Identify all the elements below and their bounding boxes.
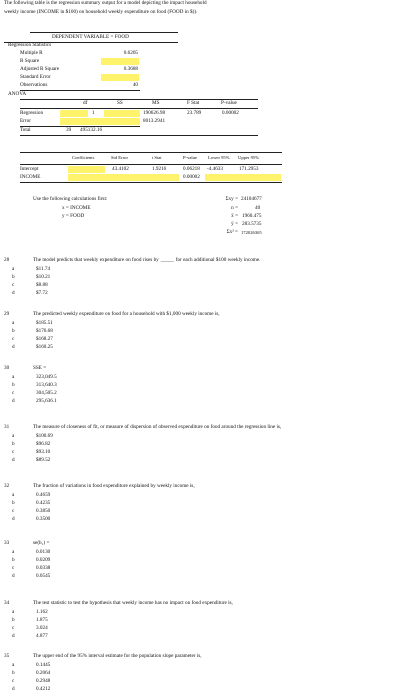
answer-option[interactable]: $93.10 [36, 449, 51, 455]
question-text-tail: for each additional $100 weekly income. [175, 257, 261, 263]
coef-header: t Stat [152, 155, 162, 160]
option-letter: c [12, 565, 15, 571]
question-text: The model predicts that weekly expenditure on food rises by [33, 257, 159, 263]
question-text: The fraction of variations in food expenditure explained by weekly income is, [33, 483, 195, 489]
question-stem [33, 257, 260, 263]
anova-header-ss: SS [117, 100, 123, 106]
answer-option[interactable]: 3.024 [36, 625, 48, 631]
answer-option[interactable]: 0.0545 [36, 573, 51, 579]
option-letter: b [12, 557, 15, 563]
option-letter: d [12, 344, 15, 350]
calc-sum-value: 172026365 [241, 230, 262, 235]
option-letter: a [12, 609, 15, 615]
calc-sum-value: 40 [255, 205, 261, 211]
answer-option[interactable]: $96.82 [36, 441, 51, 447]
question-stem [33, 600, 233, 606]
stat-blank-highlight [101, 74, 139, 81]
stat-value: 0.3688 [123, 66, 138, 72]
option-letter: b [12, 441, 15, 447]
anova-p: 0.00002 [222, 110, 239, 116]
answer-option[interactable]: 0.0338 [36, 565, 51, 571]
question-number: 30 [4, 365, 10, 371]
dependent-label: DEPENDENT VARIABLE = FOOD [52, 34, 129, 40]
coef-blank-highlight [68, 174, 179, 181]
option-letter: a [12, 492, 15, 498]
question-stem [33, 540, 49, 546]
calc-y-def: y = FOOD [62, 213, 85, 219]
question-text: The predicted weekly expenditure on food for a household with $1,000 weekly income is, [33, 311, 220, 317]
question-number: 31 [4, 424, 10, 430]
question-text: The upper end of the 95% interval estimate for the population slope parameter is, [33, 653, 202, 659]
option-letter: a [12, 433, 15, 439]
anova-ms: 8013.2941 [143, 118, 166, 124]
answer-option[interactable]: 0.2948 [36, 678, 51, 684]
option-letter: c [12, 449, 15, 455]
option-letter: d [12, 457, 15, 463]
regression-statistics-title: Regression Statistics [8, 42, 52, 48]
calc-x-def: x = INCOME [62, 205, 91, 211]
question-text: The measure of closeness of fit, or measure of dispersion of observed expenditure on food around the regression line is, [33, 424, 282, 430]
answer-blank: _____ [160, 257, 174, 263]
question-stem [33, 311, 220, 317]
calc-sum-value: 24104677 [241, 196, 262, 202]
coef-row-label: INCOME [20, 174, 41, 180]
option-letter: b [12, 382, 15, 388]
answer-option[interactable]: 0.3500 [36, 516, 51, 522]
answer-option[interactable]: 0.4659 [36, 492, 51, 498]
coef-header: Upper 95% [238, 155, 260, 160]
coef-p: 0.06218 [183, 166, 200, 172]
intro-line-2: weekly income (INCOME in $100) on household weekly expenditure on food (FOOD in $)). [4, 9, 198, 15]
answer-option[interactable]: $7.72 [36, 290, 48, 296]
calc-sum-label: ȳ = [231, 221, 238, 227]
answer-option[interactable]: 0.4235 [36, 500, 51, 506]
answer-option[interactable]: 0.0209 [36, 557, 51, 563]
question-number: 32 [4, 483, 10, 489]
anova-row-label: Total [20, 127, 31, 133]
option-letter: b [12, 500, 15, 506]
coef-header: P-value [183, 155, 198, 160]
option-letter: c [12, 508, 15, 514]
calc-sum-label: x̄ = [231, 213, 238, 219]
stat-label: Adjusted R Square [20, 66, 60, 72]
question-number: 35 [4, 653, 10, 659]
coef-t: 1.9216 [152, 166, 167, 172]
coef-blank-highlight [68, 166, 105, 173]
answer-option[interactable]: $168.27 [36, 336, 53, 342]
anova-header-df: df [83, 100, 88, 106]
anova-ms: 190626.98 [143, 110, 166, 116]
answer-option[interactable]: $160.25 [36, 344, 53, 350]
option-letter: c [12, 625, 15, 631]
option-letter: a [12, 320, 15, 326]
answer-option[interactable]: 304,505.2 [36, 390, 57, 396]
coef-blank-highlight [205, 174, 281, 181]
anova-row-label: Error [20, 118, 31, 124]
option-letter: d [12, 686, 15, 692]
question-stem [33, 365, 46, 371]
stat-label: R Square [20, 58, 40, 64]
question-number: 33 [4, 540, 10, 546]
intro-line-1: The following table is the regression summary output for a model depicting the impact household [4, 0, 207, 6]
answer-option[interactable]: 0.4212 [36, 686, 51, 692]
question-number: 34 [4, 600, 10, 606]
option-letter: d [12, 633, 15, 639]
option-letter: a [12, 374, 15, 380]
calc-lead: Use the following calculations first: [33, 196, 108, 202]
option-letter: b [12, 617, 15, 623]
answer-option[interactable]: 0.1445 [36, 662, 51, 668]
answer-option[interactable]: $8.88 [36, 282, 48, 288]
option-letter: d [12, 290, 15, 296]
anova-ss: 495132.16 [80, 127, 103, 133]
question-text: SSE = [33, 365, 47, 371]
stat-label: Observations [20, 82, 48, 88]
coef-row-label: Intercept [20, 166, 39, 172]
stat-value: 0.6205 [123, 50, 138, 56]
answer-option[interactable]: $11.74 [36, 266, 51, 272]
option-letter: b [12, 328, 15, 334]
coef-header: Lower 95% [208, 155, 230, 160]
answer-option[interactable]: $176.68 [36, 328, 53, 334]
answer-option[interactable]: 1.875 [36, 617, 48, 623]
anova-blank-highlight [60, 110, 88, 117]
stat-label: Multiple R [20, 50, 43, 56]
anova-header-f: F Stat [187, 100, 200, 106]
coef-se: 43.4102 [112, 166, 129, 172]
stat-label: Standard Error [20, 74, 51, 80]
question-stem [33, 483, 195, 489]
anova-row-label: Regression [20, 110, 44, 116]
coef-header: Coefficients [72, 155, 95, 160]
question-stem [33, 424, 281, 430]
option-letter: a [12, 266, 15, 272]
answer-option[interactable]: 1.162 [36, 609, 48, 615]
coef-header: Std Error [111, 155, 128, 160]
option-letter: b [12, 274, 15, 280]
option-letter: c [12, 282, 15, 288]
option-letter: c [12, 678, 15, 684]
option-letter: a [12, 662, 15, 668]
option-letter: b [12, 670, 15, 676]
question-text: se(b₁) = [33, 540, 50, 546]
answer-option[interactable]: $100.69 [36, 433, 53, 439]
anova-blank-highlight [104, 110, 140, 117]
answer-option[interactable]: 4.877 [36, 633, 48, 639]
option-letter: c [12, 336, 15, 342]
stat-value: 40 [132, 82, 138, 88]
question-stem [33, 653, 202, 659]
stat-blank-highlight [101, 58, 139, 65]
anova-title: ANOVA [8, 91, 27, 97]
anova-header-ms: MS [152, 100, 160, 106]
answer-option[interactable]: 323,049.5 [36, 374, 57, 380]
calc-sum-label: Σx² = [226, 229, 238, 235]
answer-option[interactable]: 313,640.3 [36, 382, 57, 388]
anova-f: 23.789 [187, 110, 202, 116]
option-letter: d [12, 573, 15, 579]
answer-option[interactable]: $10.21 [36, 274, 51, 280]
answer-option[interactable]: 0.0130 [36, 549, 51, 555]
coef-p: 0.00002 [183, 174, 200, 180]
question-number: 29 [4, 311, 10, 317]
calc-sum-label: Σxy = [225, 196, 238, 202]
option-letter: a [12, 549, 15, 555]
answer-option[interactable]: 295,636.1 [36, 398, 57, 404]
option-letter: c [12, 390, 15, 396]
question-number: 28 [4, 257, 10, 263]
anova-blank-highlight [60, 118, 140, 125]
coef-upper: 171.2953 [239, 166, 259, 172]
option-letter: d [12, 516, 15, 522]
answer-option[interactable]: 0.2064 [36, 670, 51, 676]
anova-df: 39 [66, 127, 72, 133]
calc-sum-value: 1960.475 [242, 213, 262, 219]
anova-df: 1 [92, 110, 95, 116]
calc-sum-label: n = [231, 205, 238, 211]
answer-option[interactable]: 0.3850 [36, 508, 51, 514]
calc-sum-value: 283.5735 [242, 221, 262, 227]
anova-header-p: P-value [221, 100, 237, 106]
answer-option[interactable]: $185.51 [36, 320, 53, 326]
answer-option[interactable]: $89.52 [36, 457, 51, 463]
coef-lower: -4.4633 [207, 166, 223, 172]
option-letter: d [12, 398, 15, 404]
question-text: The test statistic to test the hypothesis that weekly income has no impact on food expenditure is, [33, 600, 233, 606]
